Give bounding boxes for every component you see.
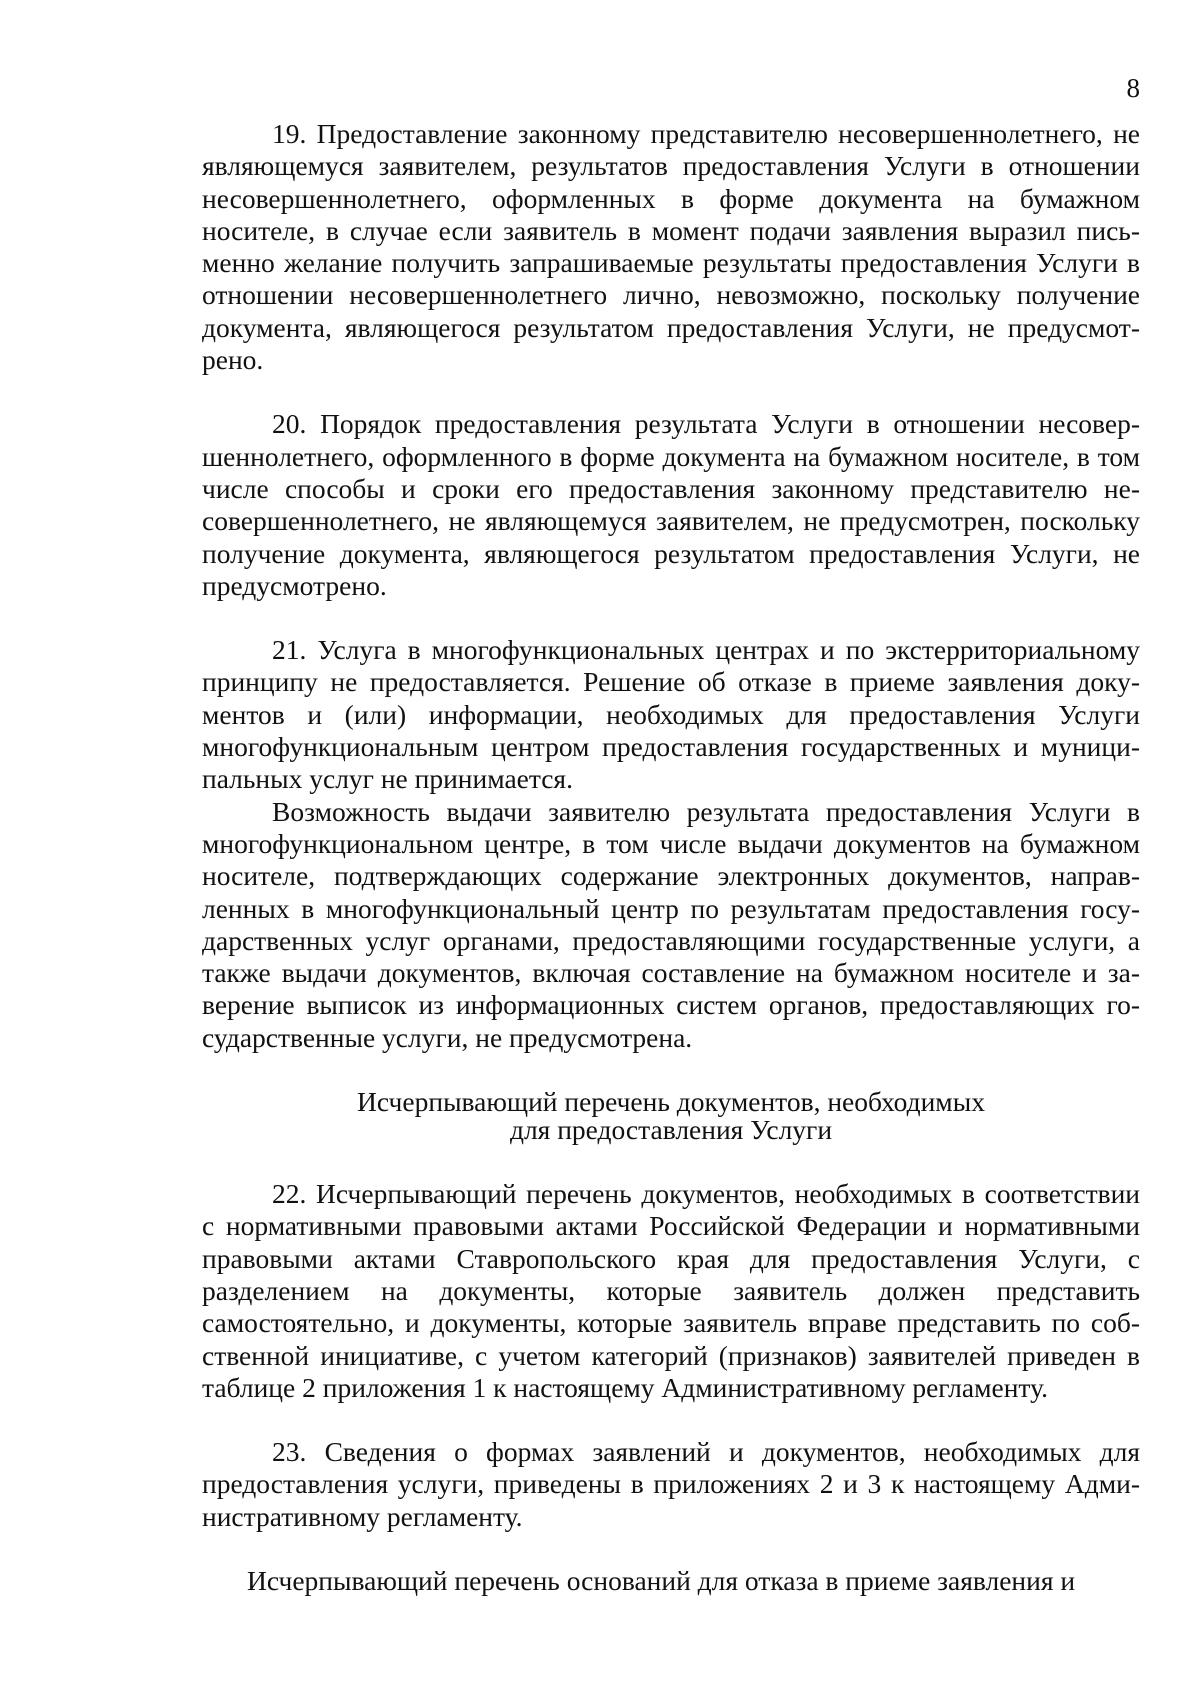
paragraph-22: 22. Исчерпывающий перечень документов, необходимых в соответствии с нормативными правовыми актами Российской Федерации и нормативными правовыми актами Ставропольского края для предоставления Услуги, с разделением на документы, которые заявитель должен представить самостоятельно, и документы, которые заявитель вправе представить по собственной инициативе, с учетом категорий (признаков) заявителей приведен в таблице 2 приложения 1 к настоящему Административному регламенту. xyxy=(202,1178,1140,1403)
paragraph-gap xyxy=(202,376,1140,408)
paragraph-23: 23. Сведения о формах заявлений и документов, необходимых для предоставления услуги, приведены в приложениях 2 и 3 к настоящему Административному регламенту. xyxy=(202,1436,1140,1532)
section-heading-documents xyxy=(202,1088,1140,1144)
paragraph-gap xyxy=(202,602,1140,634)
section-heading-line: Исчерпывающий перечень документов, необходимых xyxy=(357,1086,985,1118)
document-body xyxy=(202,118,1140,1597)
paragraph-21: 21. Услуга в многофункциональных центрах и по экстерриториальному принципу не предоставляется. Решение об отказе в приеме заявления документов и (или) информации, необходимых для предоставления Услуги многофункциональным центром предоставления государственных и муниципальных услуг не принимается. xyxy=(202,634,1140,795)
page-number: 8 xyxy=(1126,73,1140,103)
section-heading-line: для предоставления Услуги xyxy=(509,1114,833,1146)
paragraph-gap xyxy=(202,1404,1140,1436)
paragraph-gap xyxy=(202,1533,1140,1565)
section-heading-refusal: Исчерпывающий перечень оснований для отказа в приеме заявления и xyxy=(247,1564,1076,1596)
paragraph-19: 19. Предоставление законному представителю несовершеннолетнего, не являющемуся заявителем, результатов предоставления Услуги в отношении несовершеннолетнего, оформленных в форме документа на бумажном носителе, в случае если заявитель в момент подачи заявления выразил письменно желание получить запрашиваемые результаты предоставления Услуги в отношении несовершеннолетнего лично, невозможно, поскольку получение документа, являющегося результатом предоставления Услуги, не предусмотрено. xyxy=(202,118,1140,376)
paragraph-20: 20. Порядок предоставления результата Услуги в отношении несовершеннолетнего, оформленного в форме документа на бумажном носителе, в том числе способы и сроки его предоставления законному представителю несовершеннолетнего, не являющемуся заявителем, не предусмотрен, поскольку получение документа, являющегося результатом предоставления Услуги, не предусмотрено. xyxy=(202,408,1140,601)
paragraph-21-continued: Возможность выдачи заявителю результата предоставления Услуги в многофункциональном центре, в том числе выдачи документов на бумажном носителе, подтверждающих содержание электронных документов, направленных в многофункциональный центр по результатам предоставления государственных услуг органами, предоставляющими государственные услуги, а также выдачи документов, включая составление на бумажном носителе и заверение выписок из информационных систем органов, предоставляющих государственные услуги, не предусмотрена. xyxy=(202,795,1140,1053)
paragraph-gap xyxy=(202,1054,1140,1088)
paragraph-gap xyxy=(202,1144,1140,1178)
